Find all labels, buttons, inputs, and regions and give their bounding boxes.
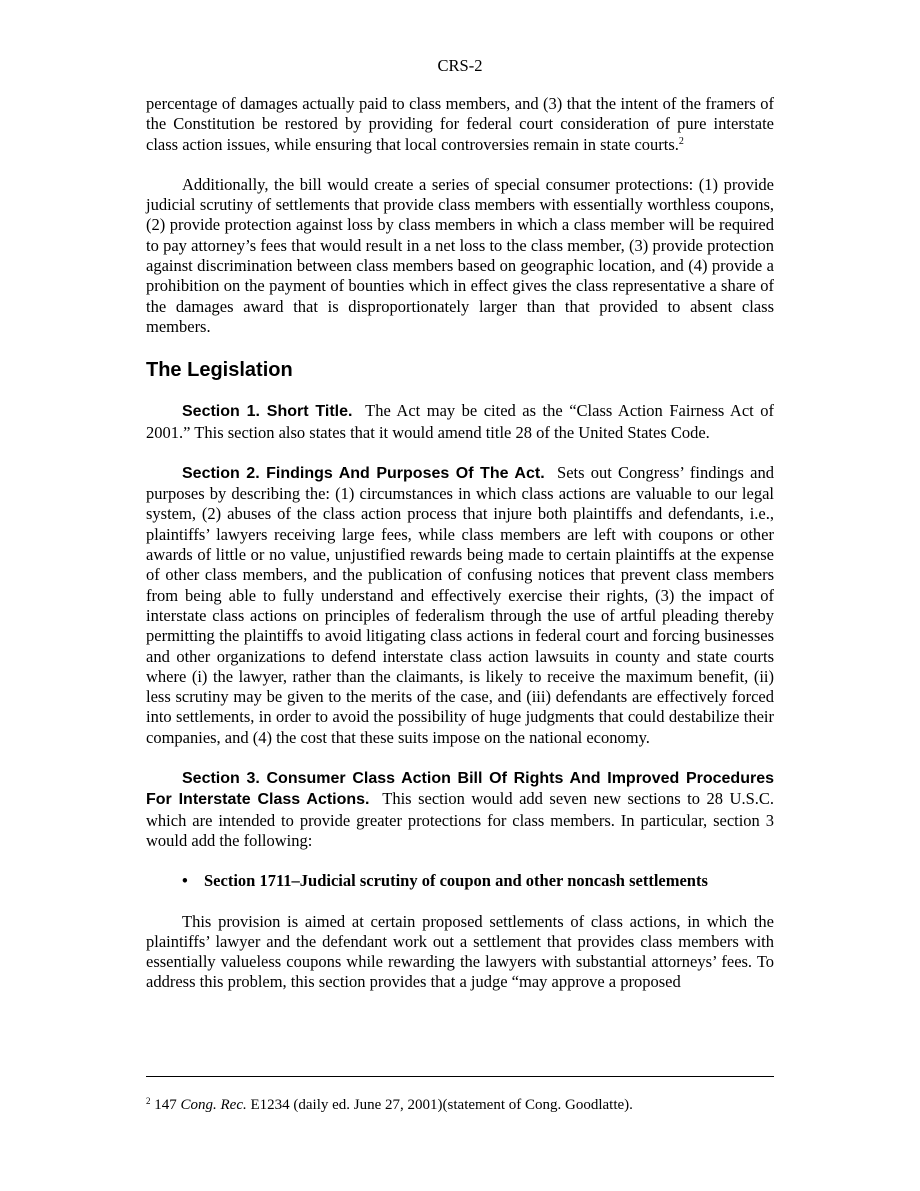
footnote-number: 2 [146, 1096, 151, 1106]
section-2-text: Sets out Congress’ findings and purposes by describing the: (1) circumstances in which class actions are valuable to our legal system, (2) abuses of the class action process that injure both plaintiffs and defendants, i.e., plaintiffs’ lawyers receiving large fees, while class members are left with coupons or other awards of little or no value, unjustified rewards being made to certain plaintiffs at the expense of other class members, and the publication of confusing notices that prevent class members from being able to fully understand and effectively exercise their rights, (3) the impact of interstate class actions on principles of federalism through the use of artful pleading thereby permitting the plaintiffs to avoid litigating class actions in federal court and forcing businesses and other organizations to defend interstate class action lawsuits in county and state courts where (i) the lawyer, rather than the claimants, is likely to receive the maximum benefit, (ii) less scrutiny may be given to the merits of the case, and (iii) defendants are effectively forced into settlements, in order to avoid the possibility of huge judgments that could destabilize their companies, and (4) the cost that these suits impose on the national economy. [146, 462, 774, 747]
section-heading: The Legislation [146, 359, 293, 382]
page-label: CRS-2 [437, 56, 483, 75]
footnote-divider [146, 1076, 774, 1077]
footnote-citation: Cong. Rec. [180, 1097, 247, 1113]
document-body [146, 94, 774, 993]
bullet-text: Section 1711–Judicial scrutiny of coupon and other noncash settlements [204, 871, 708, 891]
bullet-item [182, 871, 718, 891]
section-1-paragraph [146, 401, 774, 443]
paragraph-continuation [146, 94, 774, 155]
section-3-text: This section would add seven new sections to 28 U.S.C. which are intended to provide greater protections for class members. In particular, section 3 would add the following: [146, 789, 775, 850]
page-header [146, 56, 774, 76]
footnote-text: E1234 (daily ed. June 27, 2001)(statement of Cong. Goodlatte). [246, 1097, 633, 1113]
footnote-lead: 147 [154, 1097, 181, 1113]
bullet-icon: • [182, 871, 188, 891]
footnote [146, 1096, 774, 1114]
section-3-heading: Section 3. Consumer Class Action Bill Of Rights And Improved Procedures For Interstate Class Actions. [146, 770, 774, 809]
section-2-paragraph [146, 463, 774, 748]
section-3-paragraph [146, 768, 774, 851]
paragraph-text: percentage of damages actually paid to class members, and (3) that the intent of the framers of the Constitution be restored by providing for federal court consideration of pure interstate class action issues, while ensuring that local controversies remain in state courts. [146, 94, 774, 154]
paragraph-section-1711: This provision is aimed at certain proposed settlements of class actions, in which the plaintiffs’ lawyer and the defendant work out a settlement that provides class members with essentially valueless coupons while rewarding the lawyers with substantial attorneys’ fees. To address this problem, this section provides that a judge “may approve a proposed [146, 911, 774, 992]
section-1-text: The Act may be cited as the “Class Action Fairness Act of 2001.” This section also states that it would amend title 28 of the United States Code. [146, 401, 774, 442]
section-2-heading: Section 2. Findings And Purposes Of The Act. [182, 464, 545, 482]
footnote-reference[interactable]: 2 [678, 135, 684, 147]
section-1-heading: Section 1. Short Title. [182, 403, 353, 421]
paragraph-consumer-protections: Additionally, the bill would create a series of special consumer protections: (1) provide judicial scrutiny of settlements that provide class members with essentially worthless coupons, (2) provide protection against loss by class members in which a class member will be required to pay attorney’s fees that would result in a net loss to the class member, (3) provide protection against discrimination between class members based on geographic location, and (4) provide a prohibition on the payment of bounties which in effect gives the class representative a share of the damages award that is disproportionately larger than that provided to absent class members. [146, 174, 774, 336]
